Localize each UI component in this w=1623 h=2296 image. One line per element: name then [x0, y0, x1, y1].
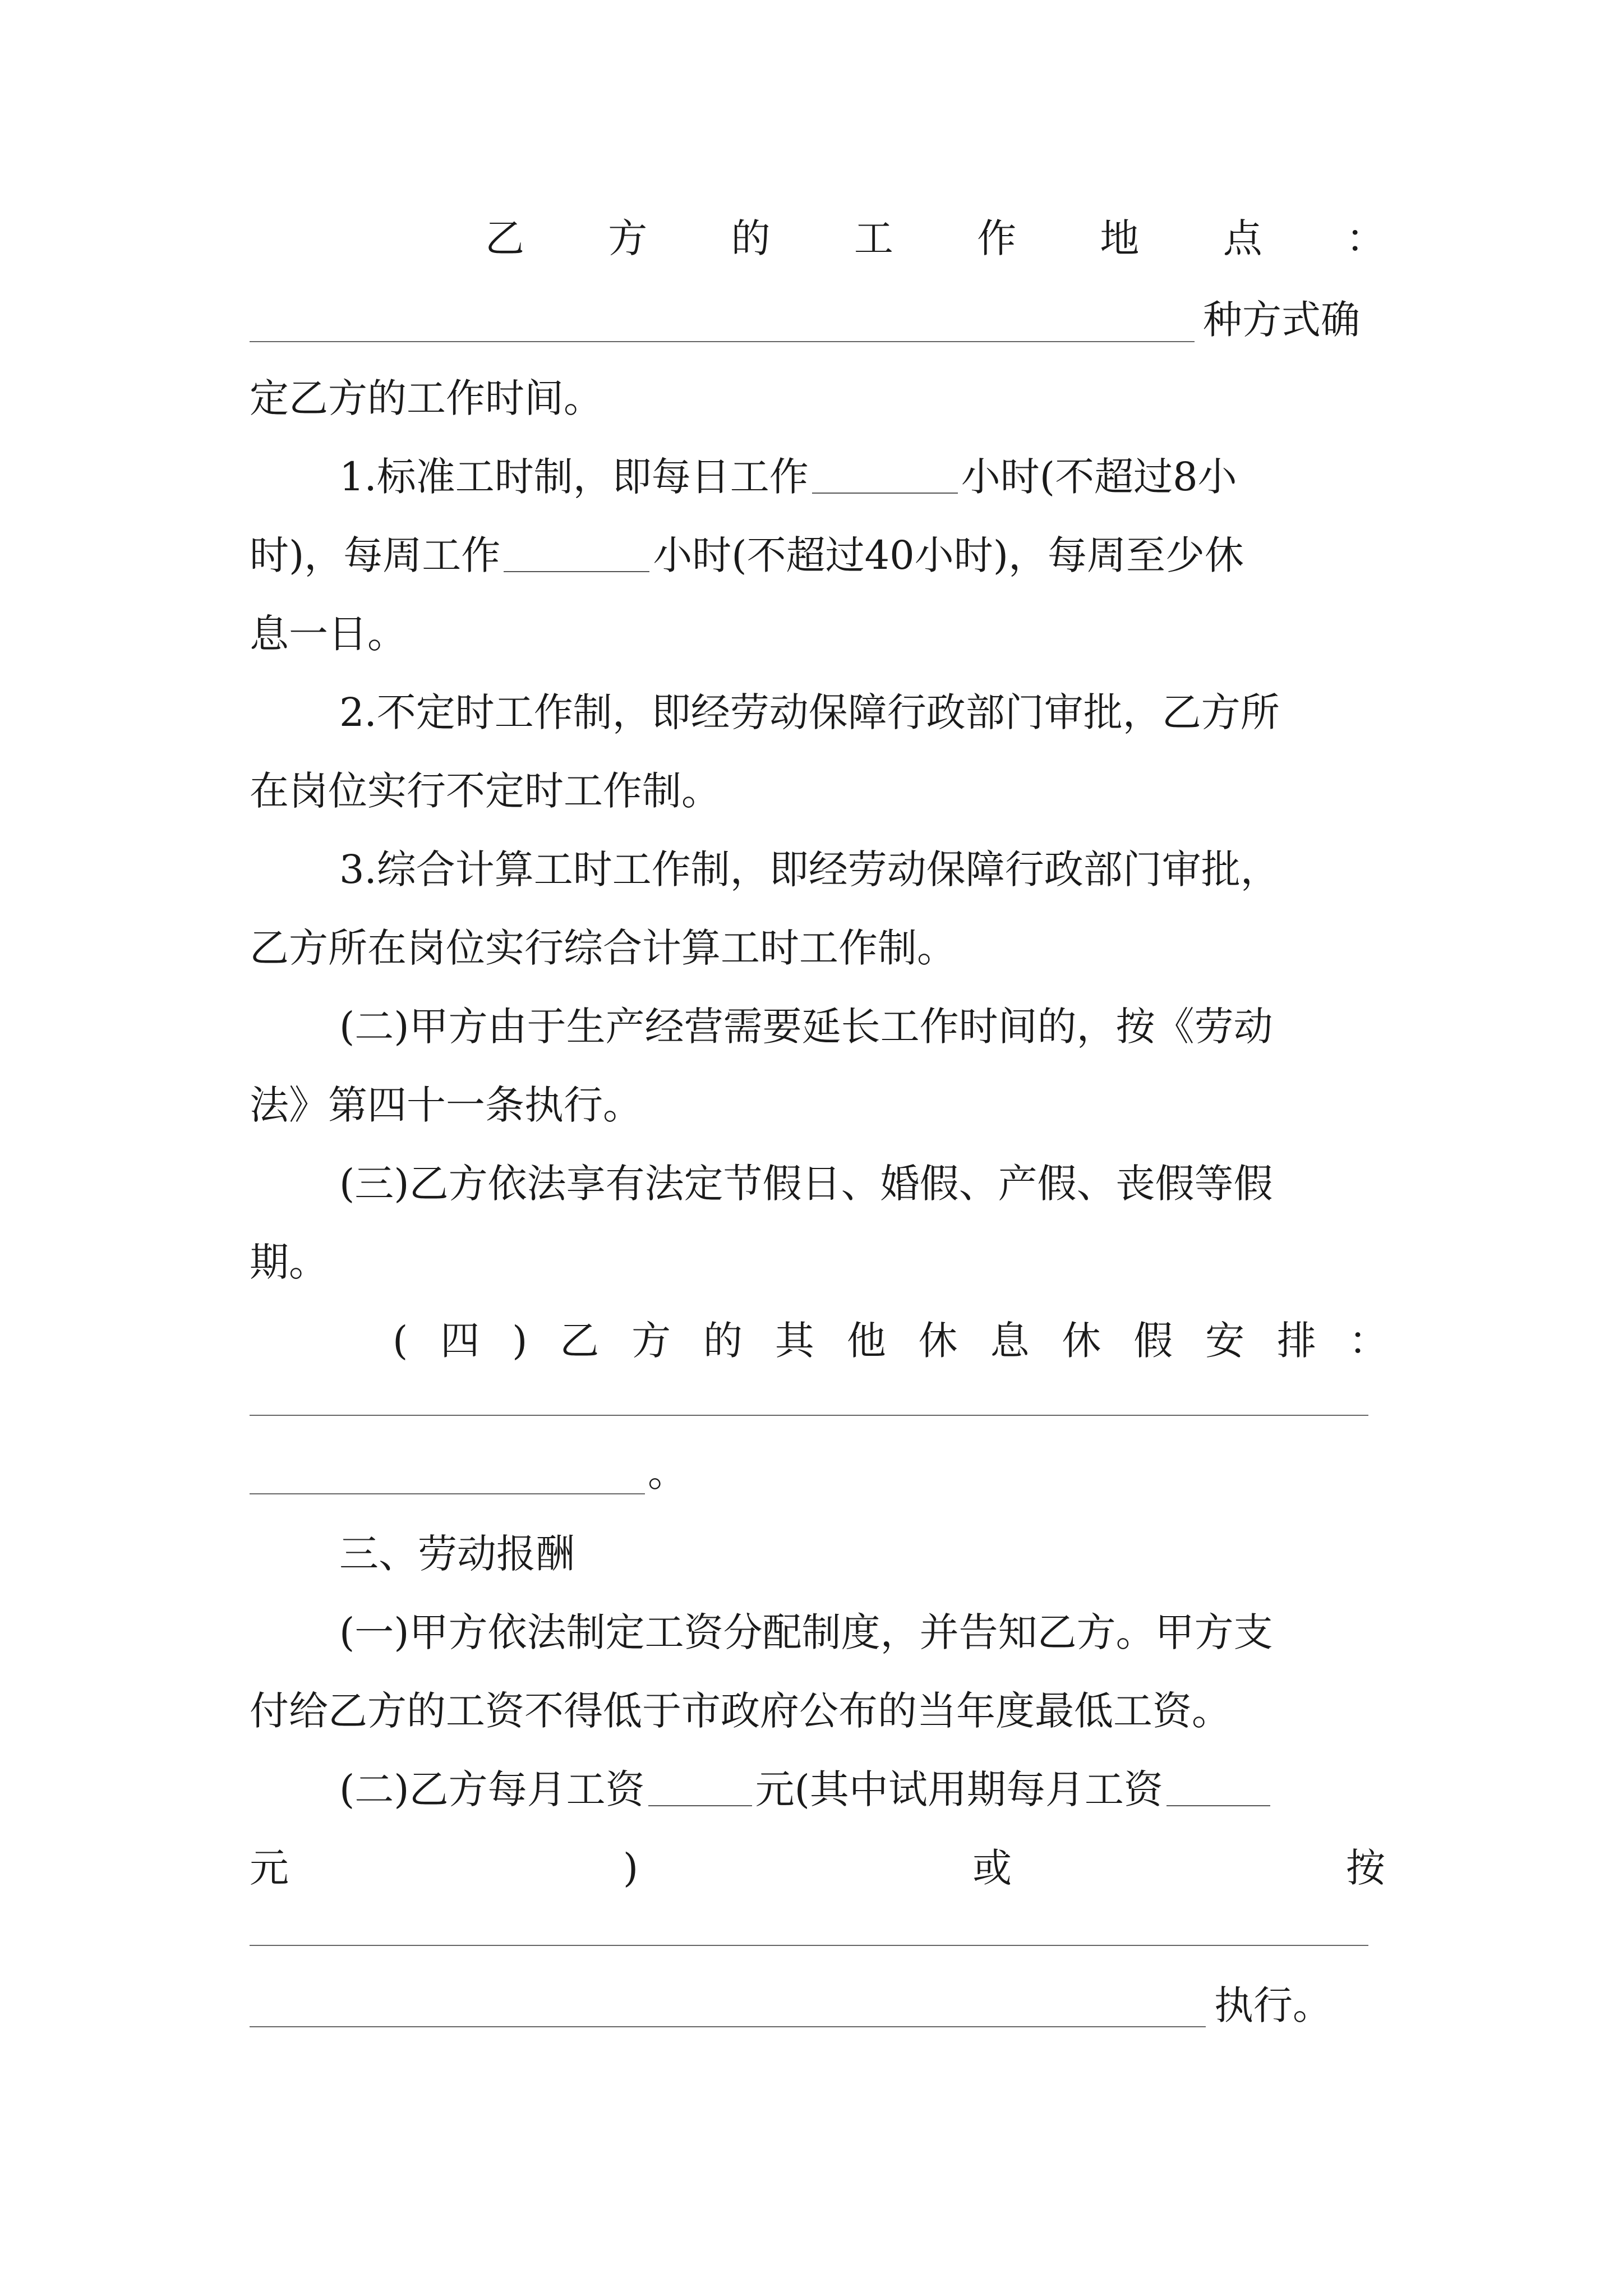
- char: 工: [854, 215, 893, 261]
- wage-method-blank[interactable]: [250, 1945, 1368, 1946]
- paragraph-line: 期。: [250, 1239, 328, 1285]
- char: 四: [440, 1318, 480, 1364]
- char: (: [393, 1318, 408, 1364]
- other-leave-blank[interactable]: [250, 1415, 1368, 1416]
- paragraph-line: 付给乙方的工资不得低于市政府公布的当年度最低工资。: [250, 1688, 1231, 1734]
- section-heading-remuneration: 三、劳动报酬: [339, 1531, 575, 1577]
- char: ): [512, 1318, 528, 1364]
- wage-alt-line: [250, 1840, 1385, 1896]
- char: 息: [990, 1318, 1030, 1364]
- weekly-hours-line: [250, 527, 1385, 583]
- line-2-tail: 种方式确: [1203, 297, 1360, 343]
- char: 休: [918, 1318, 958, 1364]
- wage-method-blank-end[interactable]: [250, 2026, 1206, 2027]
- period: 。: [648, 1450, 687, 1496]
- paragraph-line: 息一日。: [250, 611, 407, 657]
- probation-wage-blank[interactable]: [1166, 1773, 1270, 1806]
- char: 他: [846, 1318, 886, 1364]
- char: 点: [1223, 215, 1262, 261]
- paragraph-line: 乙方所在岗位实行综合计算工时工作制。: [250, 925, 956, 971]
- char: 按: [1345, 1845, 1385, 1891]
- text: 小时(不超过8小: [961, 454, 1237, 500]
- paragraph-line: (一)甲方依法制定工资分配制度，并告知乙方。甲方支: [339, 1609, 1273, 1655]
- line-24-tail: 执行。: [1214, 1982, 1332, 2028]
- char: 休: [1062, 1318, 1101, 1364]
- char: 地: [1100, 215, 1140, 261]
- paragraph-line: 定乙方的工作时间。: [250, 375, 603, 421]
- char: 的: [703, 1318, 743, 1364]
- text: (二)乙方每月工资: [339, 1766, 645, 1812]
- char: 假: [1133, 1318, 1173, 1364]
- char: ：: [1348, 1318, 1388, 1364]
- char: 方: [608, 215, 648, 261]
- paragraph-line: 3.综合计算工时工作制，即经劳动保障行政部门审批，: [339, 846, 1280, 892]
- text: 1.标准工时制，即每日工作: [339, 454, 809, 500]
- paragraph-line: 在岗位实行不定时工作制。: [250, 768, 721, 814]
- weekly-hours-blank[interactable]: [504, 539, 649, 572]
- char: 方: [631, 1318, 671, 1364]
- char: 乙: [560, 1318, 600, 1364]
- paragraph-line: 2.不定时工作制，即经劳动保障行政部门审批，乙方所: [339, 689, 1280, 735]
- char: 的: [731, 215, 771, 261]
- daily-hours-blank[interactable]: [812, 460, 958, 494]
- char: 安: [1205, 1318, 1245, 1364]
- paragraph-line: (二)甲方由于生产经营需要延长工作时间的，按《劳动: [339, 1004, 1273, 1050]
- other-leave-blank-end[interactable]: [250, 1493, 645, 1494]
- char: 排: [1277, 1318, 1316, 1364]
- text: 时)，每周工作: [250, 532, 501, 578]
- monthly-wage-line: [339, 1761, 1388, 1818]
- char: 乙: [485, 215, 524, 261]
- char: ：: [1345, 215, 1385, 261]
- char: 元: [250, 1845, 289, 1891]
- paragraph-line: 法》第四十一条执行。: [250, 1082, 642, 1128]
- work-location-blank[interactable]: [250, 341, 1195, 342]
- char: 或: [972, 1845, 1012, 1891]
- other-leave-line: [393, 1313, 1388, 1369]
- text: 小时(不超过40小时)，每周至少休: [653, 532, 1244, 578]
- char: 作: [977, 215, 1017, 261]
- work-location-line: [485, 210, 1385, 266]
- char: ): [623, 1845, 639, 1891]
- char: 其: [774, 1318, 814, 1364]
- paragraph-line: (三)乙方依法享有法定节假日、婚假、产假、丧假等假: [339, 1161, 1273, 1207]
- monthly-wage-blank[interactable]: [648, 1773, 752, 1806]
- text: 元(其中试用期每月工资: [755, 1766, 1163, 1812]
- standard-hours-line: [339, 449, 1388, 505]
